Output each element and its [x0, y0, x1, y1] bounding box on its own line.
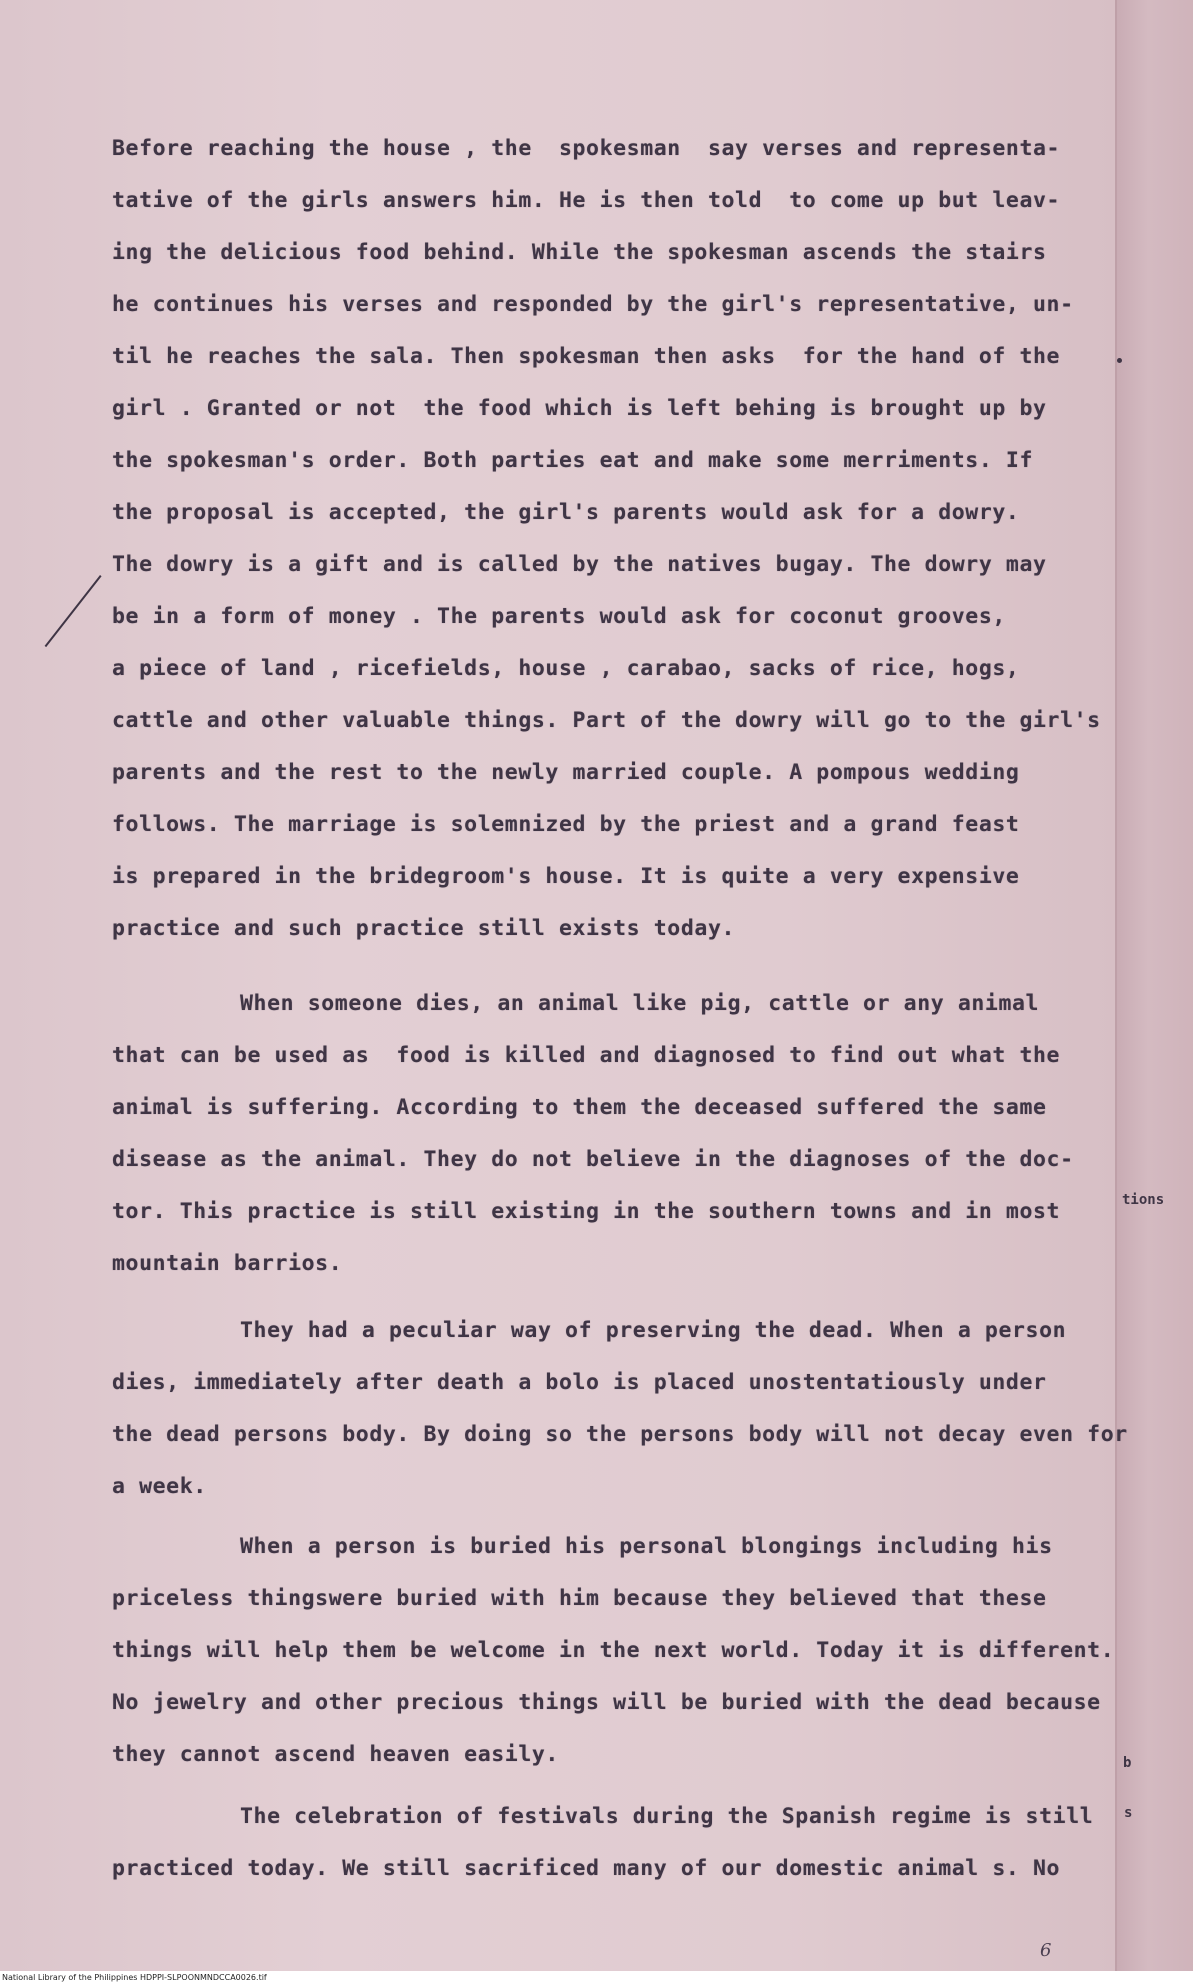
- text-line: parents and the rest to the newly married couple. A pompous wedding: [112, 760, 1020, 785]
- text-line: No jewelry and other precious things will be buried with the dead because: [112, 1690, 1101, 1715]
- paragraph-start-line: They had a peculiar way of preserving the dead. When a person: [240, 1318, 1067, 1343]
- text-line: priceless thingswere buried with him because they believed that these: [112, 1586, 1047, 1611]
- text-line: mountain barrios.: [112, 1251, 343, 1276]
- text-line: girl . Granted or not the food which is left behing is brought up by: [112, 396, 1047, 421]
- margin-note: s: [1124, 1805, 1133, 1821]
- paragraph-start-line: When a person is buried his personal blongings including his: [240, 1534, 1053, 1559]
- text-line: the spokesman's order. Both parties eat and make some merriments. If: [112, 448, 1033, 473]
- page-number: 6: [1040, 1940, 1052, 1961]
- text-line: they cannot ascend heaven easily.: [112, 1742, 559, 1767]
- text-line: cattle and other valuable things. Part of the dowry will go to the girl's: [112, 708, 1101, 733]
- page-edge: [1115, 0, 1193, 1985]
- paragraph-start-line: The celebration of festivals during the Spanish regime is still: [240, 1804, 1094, 1829]
- text-line: til he reaches the sala. Then spokesman then asks for the hand of the: [112, 344, 1061, 369]
- text-line: the dead persons body. By doing so the persons body will not decay even for: [112, 1422, 1128, 1447]
- text-line: dies, immediately after death a bolo is placed unostentatiously under: [112, 1370, 1047, 1395]
- text-line: a piece of land , ricefields, house , carabao, sacks of rice, hogs,: [112, 656, 1020, 681]
- text-line: tative of the girls answers him. He is then told to come up but leav-: [112, 188, 1061, 213]
- footer-caption: National Library of the Philippines HDPPI-SLPOONMNDCCA0026.tif: [0, 1971, 1193, 1985]
- text-line: The dowry is a gift and is called by the natives bugay. The dowry may: [112, 552, 1047, 577]
- text-line: is prepared in the bridegroom's house. It is quite a very expensive: [112, 864, 1020, 889]
- text-line: the proposal is accepted, the girl's parents would ask for a dowry.: [112, 500, 1020, 525]
- text-line: disease as the animal. They do not believe in the diagnoses of the doc-: [112, 1147, 1074, 1172]
- text-line: follows. The marriage is solemnized by the priest and a grand feast: [112, 812, 1020, 837]
- text-line: practiced today. We still sacrificed many of our domestic animal s. No: [112, 1856, 1061, 1881]
- text-line: practice and such practice still exists today.: [112, 916, 736, 941]
- margin-note: b: [1123, 1755, 1132, 1771]
- paragraph-start-line: When someone dies, an animal like pig, cattle or any animal: [240, 991, 1040, 1016]
- margin-note: tions: [1122, 1192, 1165, 1208]
- text-line: a week.: [112, 1474, 207, 1499]
- text-line: that can be used as food is killed and diagnosed to find out what the: [112, 1043, 1061, 1068]
- text-line: things will help them be welcome in the next world. Today it is different.: [112, 1638, 1115, 1663]
- text-line: be in a form of money . The parents would ask for coconut grooves,: [112, 604, 1006, 629]
- text-line: tor. This practice is still existing in the southern towns and in most: [112, 1199, 1061, 1224]
- text-line: he continues his verses and responded by the girl's representative, un-: [112, 292, 1074, 317]
- text-line: animal is suffering. According to them the deceased suffered the same: [112, 1095, 1047, 1120]
- margin-dot: [1117, 358, 1122, 363]
- text-line: Before reaching the house , the spokesman say verses and representa-: [112, 136, 1061, 161]
- text-line: ing the delicious food behind. While the spokesman ascends the stairs: [112, 240, 1047, 265]
